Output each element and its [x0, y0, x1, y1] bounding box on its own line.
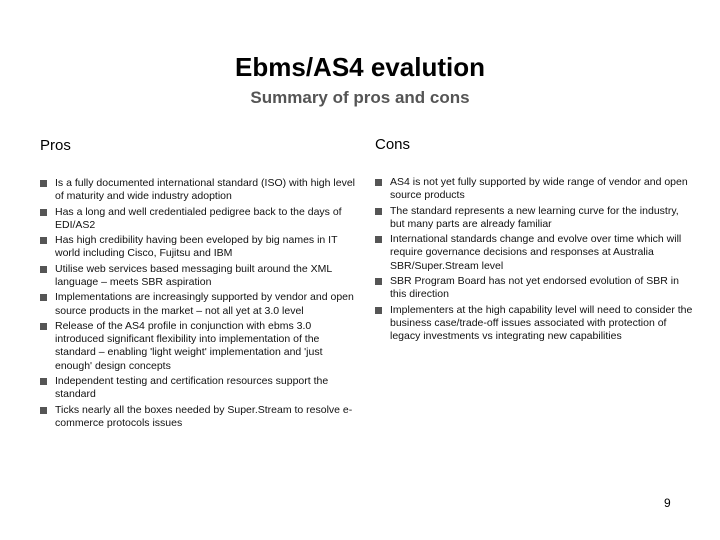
- square-bullet-icon: [40, 378, 47, 385]
- list-item-text: Implementations are increasingly supported by vendor and open source products in the market – not all yet at 3.0 level: [55, 291, 354, 317]
- list-item-text: International standards change and evolve over time which will require governance decisions and responses at Australia SBR/Super.Stream level: [390, 233, 682, 272]
- list-item: [375, 233, 695, 273]
- list-item-text: Is a fully documented international standard (ISO) with high level of maturity and wide industry adoption: [55, 177, 355, 203]
- list-item-text: Has a long and well credentialed pedigree back to the days of EDI/AS2: [55, 205, 342, 231]
- list-item-text: SBR Program Board has not yet endorsed evolution of SBR in this direction: [390, 274, 679, 301]
- list-item-text: Ticks nearly all the boxes needed by Super.Stream to resolve e-commerce protocols issues: [55, 403, 353, 429]
- square-bullet-icon: [40, 180, 47, 187]
- list-item: [40, 263, 355, 289]
- list-item: [375, 275, 695, 301]
- pros-heading: Pros: [40, 137, 71, 154]
- list-item-text: Utilise web services based messaging built around the XML language – meets SBR aspiration: [55, 262, 332, 288]
- square-bullet-icon: [40, 323, 47, 330]
- list-item: [375, 176, 695, 202]
- list-item: [40, 206, 355, 232]
- square-bullet-icon: [375, 307, 382, 314]
- slide-subtitle: Summary of pros and cons: [250, 88, 470, 107]
- list-item: [40, 291, 355, 317]
- list-item: [40, 234, 355, 260]
- list-item-text: Release of the AS4 profile in conjunction with ebms 3.0 introduced significant flexibility into implementation of the standard – enabling 'light weight' implementation and 'just enough' design concepts: [55, 319, 323, 372]
- square-bullet-icon: [40, 237, 47, 244]
- pros-list: [40, 177, 355, 430]
- list-item: [40, 177, 355, 203]
- list-item: [40, 375, 355, 401]
- slide-title: Ebms/AS4 evalution: [235, 52, 485, 82]
- list-item-text: Independent testing and certification resources support the standard: [55, 374, 329, 401]
- list-item: [375, 304, 695, 344]
- list-item: [375, 205, 695, 231]
- list-item: [40, 320, 355, 373]
- square-bullet-icon: [40, 407, 47, 414]
- square-bullet-icon: [40, 209, 47, 216]
- cons-column: [375, 133, 695, 345]
- square-bullet-icon: [40, 266, 47, 273]
- square-bullet-icon: [375, 208, 382, 215]
- cons-list: [375, 176, 695, 343]
- square-bullet-icon: [375, 179, 382, 186]
- list-item: [40, 404, 355, 430]
- list-item-text: Has high credibility having been eveloped by big names in IT world including Cisco, Fujitsu and IBM: [55, 234, 338, 260]
- pros-column: [40, 133, 355, 432]
- cons-heading: Cons: [375, 136, 411, 153]
- square-bullet-icon: [40, 294, 47, 301]
- list-item-text: Implementers at the high capability level will need to consider the business case/trade-off issues associated with protection of legacy investments vs integrating new capabilities: [390, 303, 693, 342]
- page-number: 9: [664, 496, 671, 510]
- square-bullet-icon: [375, 278, 382, 285]
- square-bullet-icon: [375, 236, 382, 243]
- list-item-text: The standard represents a new learning curve for the industry, but many parts are already familiar: [390, 204, 679, 230]
- list-item-text: AS4 is not yet fully supported by wide range of vendor and open source products: [390, 176, 688, 202]
